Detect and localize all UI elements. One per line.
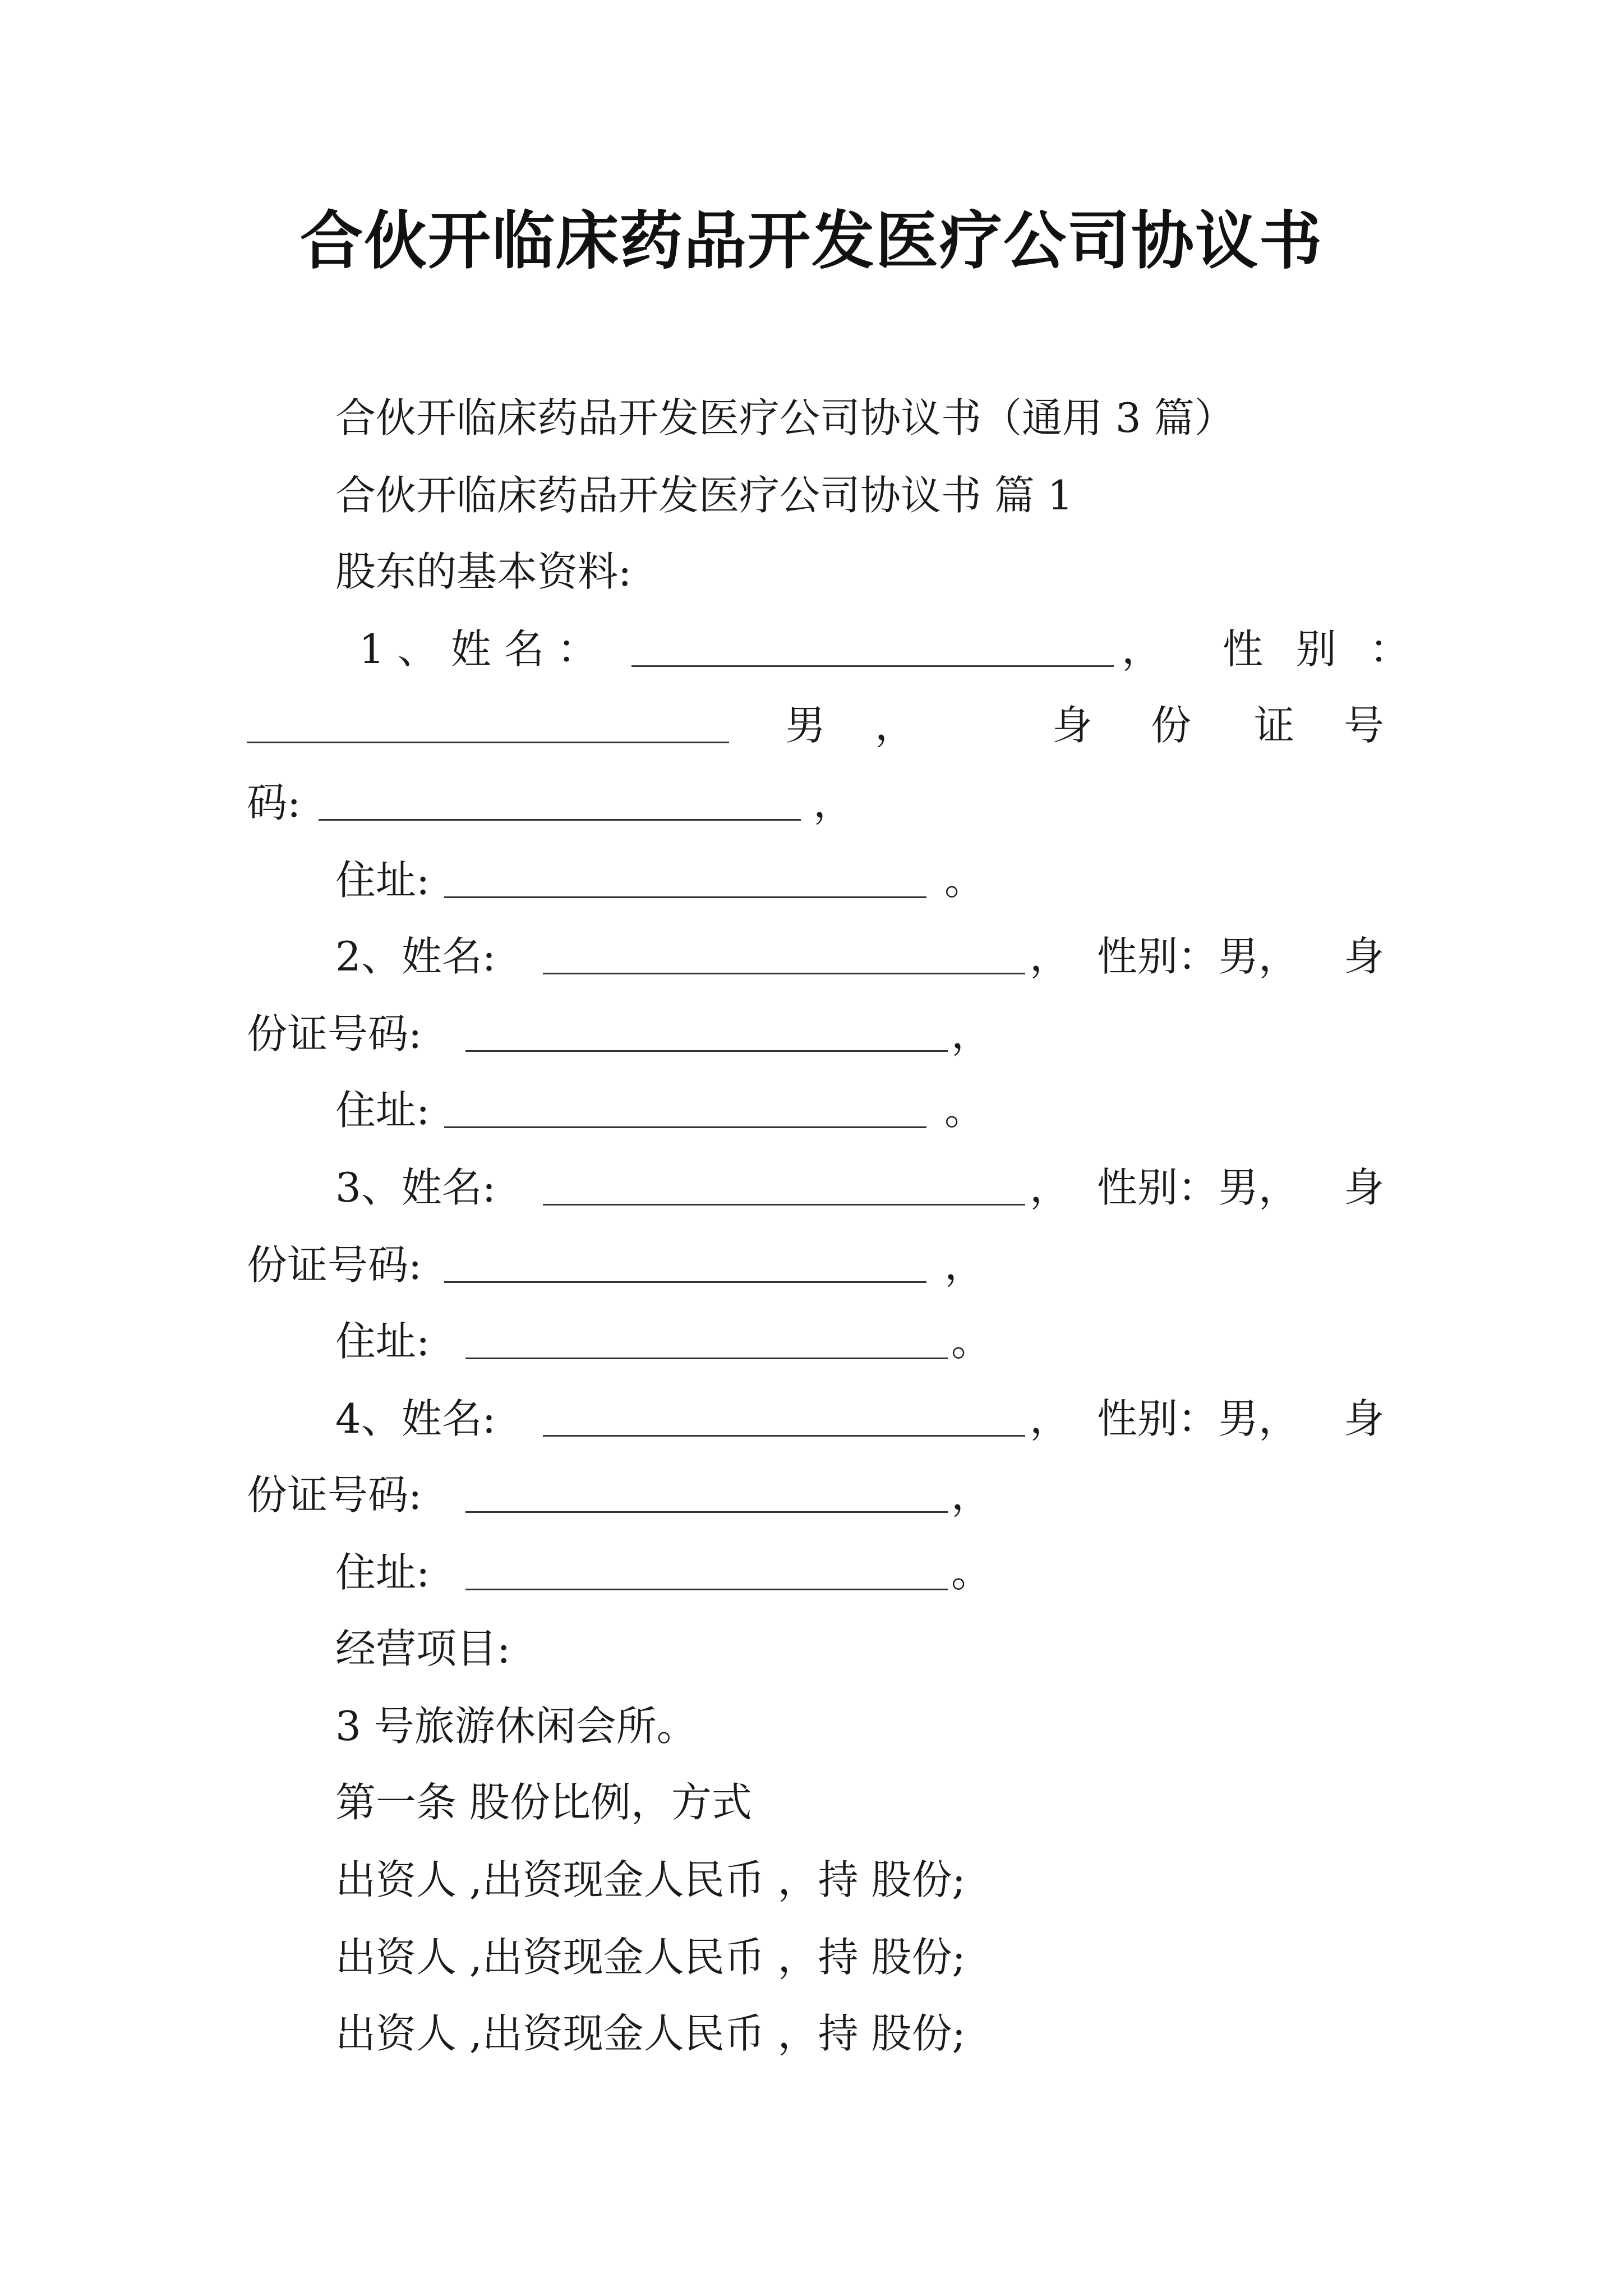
person4-id-label-head: 身 [1344, 1395, 1385, 1442]
person1-id-label-tail: 码: [247, 779, 301, 826]
person2-id-label-head: 身 [1344, 933, 1385, 980]
person4-address-line [0, 1542, 1623, 1603]
person4-period: 。 [951, 1549, 992, 1596]
person4-comma1: ， [1030, 1395, 1071, 1442]
person3-address-label: 住址: [335, 1318, 430, 1365]
person2-address-line [0, 1079, 1623, 1141]
article1-heading-line [0, 1772, 1623, 1833]
person4-id-blank[interactable] [465, 1511, 948, 1513]
person3-name-line [0, 1157, 1623, 1218]
person1-comma2: ， [875, 702, 916, 749]
person3-name-blank[interactable] [543, 1204, 1025, 1205]
person2-id-blank[interactable] [465, 1050, 948, 1052]
person2-comma1: ， [1030, 933, 1071, 980]
investor-line [0, 1849, 1623, 1911]
person1-id-blank[interactable] [319, 819, 801, 821]
person2-address-blank[interactable] [444, 1126, 926, 1128]
person1-address-blank[interactable] [444, 896, 926, 898]
person2-id-line [0, 1003, 1623, 1065]
person1-gender-blank[interactable] [247, 742, 729, 743]
person1-gender-value: 男 [785, 702, 826, 749]
person3-id-label-head: 身 [1344, 1164, 1385, 1211]
investor-line [0, 1926, 1623, 1988]
person4-name-line [0, 1388, 1623, 1450]
person3-address-blank[interactable] [465, 1358, 948, 1359]
person4-address-label: 住址: [335, 1549, 430, 1596]
person3-name-label: 3、姓名: [335, 1164, 496, 1211]
person2-gender-text: 性别：男， [1097, 933, 1299, 980]
person3-gender-text: 性别：男， [1097, 1164, 1299, 1211]
person3-id-line [0, 1234, 1623, 1296]
business-value-line [0, 1695, 1623, 1757]
person4-name-blank[interactable] [543, 1435, 1025, 1437]
person3-period: 。 [951, 1318, 992, 1365]
person2-id-label-tail: 份证号码: [247, 1010, 422, 1057]
person3-id-blank[interactable] [444, 1281, 926, 1283]
section-heading-line [0, 464, 1623, 526]
person1-gender-line [0, 694, 1623, 756]
person1-id-char-3: 证 [1254, 702, 1295, 749]
person2-comma2: ， [951, 1010, 992, 1057]
person1-name-blank[interactable] [631, 665, 1114, 667]
person4-id-label-tail: 份证号码: [247, 1471, 422, 1519]
person3-comma2: ， [944, 1241, 985, 1289]
investor-line-text: 出资人 ,出资现金人民币 ，持 股份; [335, 1856, 966, 1903]
person2-period: 。 [944, 1087, 985, 1134]
person1-period: 。 [944, 857, 985, 904]
business-label-line [0, 1618, 1623, 1680]
person1-gender-label: 性 别 ： [1223, 625, 1420, 673]
person3-address-line [0, 1310, 1623, 1372]
investor-line [0, 2003, 1623, 2064]
shareholder-info-label: 股东的基本资料: [335, 548, 632, 595]
person3-id-label-tail: 份证号码: [247, 1241, 422, 1289]
person1-id-line [0, 772, 1623, 834]
person1-id-char-1: 身 [1052, 702, 1093, 749]
shareholder-info-line [0, 541, 1623, 602]
person2-name-blank[interactable] [543, 973, 1025, 974]
person3-comma1: ， [1030, 1164, 1071, 1211]
business-label: 经营项目: [335, 1625, 511, 1672]
person1-address-label: 住址: [335, 857, 430, 904]
person2-name-line [0, 926, 1623, 987]
investor-line-text: 出资人 ,出资现金人民币 ，持 股份; [335, 2010, 966, 2057]
person1-id-char-2: 份 [1151, 702, 1192, 749]
person4-name-label: 4、姓名: [335, 1395, 496, 1442]
person1-address-line [0, 849, 1623, 911]
subtitle: 合伙开临床药品开发医疗公司协议书（通用 3 篇） [335, 394, 1235, 441]
subtitle-line [0, 387, 1623, 449]
article1-heading: 第一条 股份比例，方式 [335, 1779, 752, 1826]
person2-name-label: 2、姓名: [335, 933, 496, 980]
person4-gender-text: 性别：男， [1097, 1395, 1299, 1442]
business-value: 3 号旅游休闲会所。 [335, 1703, 697, 1750]
document-title: 合伙开临床药品开发医疗公司协议书 [300, 204, 1323, 278]
person4-address-blank[interactable] [465, 1589, 948, 1590]
person1-id-char-4: 号 [1344, 702, 1385, 749]
person4-comma2: ， [951, 1471, 992, 1519]
investor-line-text: 出资人 ,出资现金人民币 ，持 股份; [335, 1934, 966, 1981]
person1-name-line [0, 618, 1623, 680]
person1-comma3: ， [813, 779, 854, 826]
person1-comma1: ， [1122, 625, 1163, 673]
person2-address-label: 住址: [335, 1087, 430, 1134]
person1-name-label: 1 、 姓 名 ： [359, 625, 598, 673]
section-heading: 合伙开临床药品开发医疗公司协议书 篇 1 [335, 472, 1073, 519]
person4-id-line [0, 1464, 1623, 1526]
